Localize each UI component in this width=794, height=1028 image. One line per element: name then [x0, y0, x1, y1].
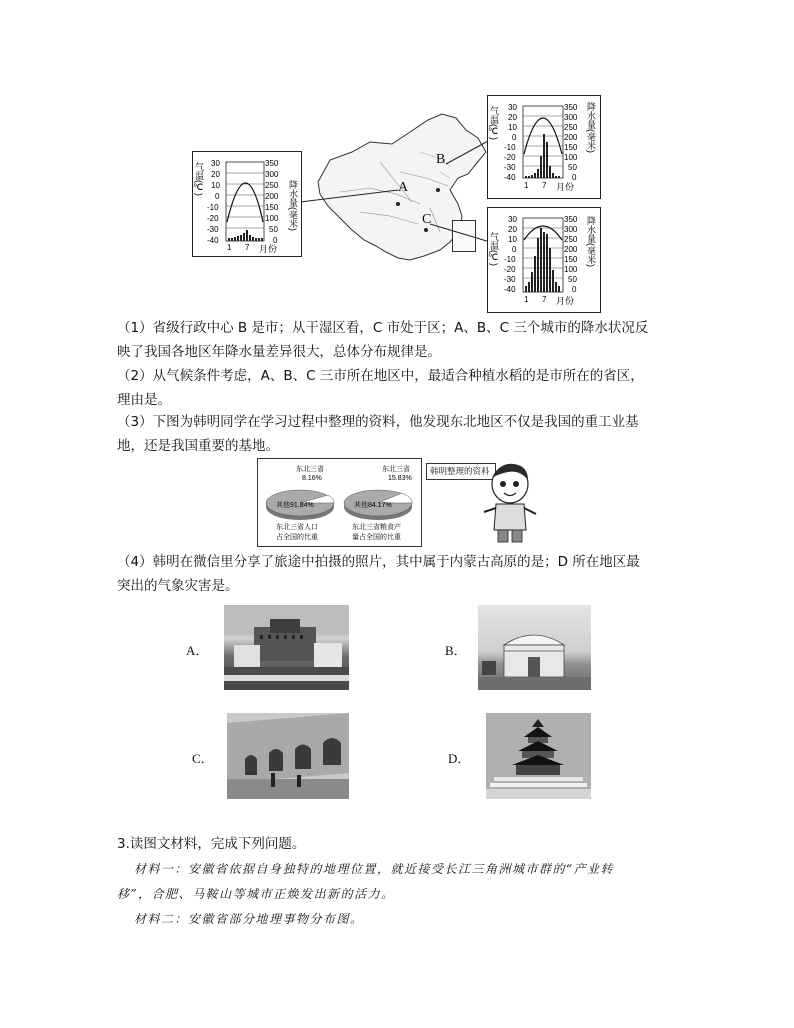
option-a-label: A．: [186, 643, 209, 658]
svg-text:0: 0: [512, 245, 517, 254]
pie1-other-label: 其他91.84%: [276, 502, 314, 509]
pie2-other-label: 其他84.17%: [354, 502, 392, 509]
svg-text:20: 20: [508, 225, 517, 234]
pie2-top-value: 15.83%: [388, 475, 412, 482]
question-3-line-2: 地，还是我国重要的基地。: [117, 438, 279, 454]
svg-text:月份: 月份: [556, 182, 575, 192]
svg-text:1: 1: [227, 243, 232, 252]
temp-ticks: [207, 159, 220, 245]
svg-text:200: 200: [265, 192, 279, 201]
svg-text:50: 50: [568, 163, 577, 172]
svg-text:-10: -10: [504, 143, 516, 152]
question-3-line-1: （3）下图为韩明同学在学习过程中整理的资料，他发现东北地区不仅是我国的重工业基: [117, 414, 639, 430]
svg-text:350: 350: [564, 215, 578, 224]
svg-text:300: 300: [564, 113, 578, 122]
precip-ticks: [265, 159, 279, 245]
question-1-line-1: （1）省级行政中心 B 是市；从干湿区看，C 市处于区；A、B、C 三个城市的降水状况反: [117, 320, 649, 336]
section-3-heading: 3.读图文材料，完成下列问题。: [117, 836, 306, 852]
climate-chart-c: [487, 207, 601, 313]
svg-text:-20: -20: [207, 214, 219, 223]
temp-axis-label: 气温(℃): [194, 162, 204, 196]
svg-text:250: 250: [265, 181, 279, 190]
svg-text:0: 0: [572, 285, 577, 294]
question-2-line-1: （2）从气候条件考虑，A、B、C 三市所在地区中，最适合种植水稻的是市所在的省区，: [117, 368, 644, 384]
svg-text:20: 20: [508, 113, 517, 122]
climate-chart-a: [192, 151, 302, 257]
svg-text:100: 100: [564, 153, 578, 162]
pie1-caption-2: 占全国的比重: [276, 534, 318, 541]
svg-text:-30: -30: [504, 163, 516, 172]
svg-text:-40: -40: [504, 173, 516, 182]
svg-text:10: 10: [508, 123, 517, 132]
question-4-line-2: 突出的气象灾害是。: [117, 578, 239, 594]
svg-text:-40: -40: [504, 285, 516, 294]
svg-text:0: 0: [512, 133, 517, 142]
svg-text:150: 150: [265, 203, 279, 212]
pie2-top-label: 东北三省: [382, 466, 410, 473]
svg-text:-10: -10: [207, 203, 219, 212]
boy-cartoon: [480, 460, 540, 546]
svg-text:7: 7: [542, 295, 547, 304]
svg-text:降水量(毫米): 降水量(毫米): [586, 216, 596, 267]
option-b-label: B．: [445, 643, 467, 658]
option-d-label: D．: [448, 751, 471, 766]
svg-text:0: 0: [215, 192, 220, 201]
speech-text: 韩明整理的资料: [430, 467, 490, 477]
map-label-c: C: [422, 212, 432, 227]
svg-text:150: 150: [564, 255, 578, 264]
svg-text:10: 10: [211, 181, 220, 190]
svg-text:250: 250: [564, 123, 578, 132]
svg-text:降水量(毫米): 降水量(毫米): [586, 102, 596, 153]
svg-text:1: 1: [524, 181, 529, 190]
svg-text:30: 30: [508, 215, 517, 224]
svg-text:-30: -30: [504, 275, 516, 284]
svg-text:350: 350: [564, 103, 578, 112]
map-label-b: B: [436, 152, 446, 167]
svg-text:100: 100: [265, 214, 279, 223]
pie-figure: [257, 458, 422, 547]
svg-text:0: 0: [572, 173, 577, 182]
question-1-line-2: 映了我国各地区年降水量差异很大，总体分布规律是。: [117, 344, 441, 360]
material-2: 材料二：安徽省部分地理事物分布图。: [134, 912, 364, 926]
pie1-top-label: 东北三省: [296, 466, 324, 473]
photo-c-cave-dwellings[interactable]: [227, 713, 349, 799]
svg-text:气温(℃): 气温(℃): [489, 232, 499, 266]
svg-text:7: 7: [542, 181, 547, 190]
climate-chart-b: [487, 95, 601, 199]
svg-text:0: 0: [273, 236, 278, 245]
pie1-top-value: 8.16%: [302, 475, 322, 482]
svg-text:50: 50: [269, 225, 278, 234]
precip-axis-label: 降水量(毫米): [288, 180, 298, 231]
svg-text:300: 300: [265, 170, 279, 179]
svg-text:20: 20: [211, 170, 220, 179]
option-c-label: C．: [192, 751, 214, 766]
svg-text:350: 350: [265, 159, 279, 168]
svg-text:-40: -40: [207, 236, 219, 245]
material-1-line-1: 材料一：安徽省依据自身独特的地理位置，就近接受长江三角洲城市群的“产业转: [134, 862, 615, 876]
svg-text:250: 250: [564, 235, 578, 244]
svg-text:200: 200: [564, 245, 578, 254]
svg-text:50: 50: [568, 275, 577, 284]
question-2-line-2: 理由是。: [117, 392, 171, 408]
svg-text:30: 30: [508, 103, 517, 112]
pie2-caption-2: 量占全国的比重: [352, 534, 401, 541]
map-label-a: A: [398, 180, 409, 195]
svg-text:-20: -20: [504, 265, 516, 274]
svg-text:气温(℃): 气温(℃): [489, 106, 499, 140]
svg-text:月份: 月份: [556, 296, 575, 306]
svg-text:10: 10: [508, 235, 517, 244]
svg-text:-20: -20: [504, 153, 516, 162]
pie1-caption-1: 东北三省人口: [276, 524, 318, 531]
question-4-line-1: （4）韩明在微信里分享了旅途中拍摄的照片，其中属于内蒙古高原的是；D 所在地区最: [117, 554, 640, 570]
svg-text:1: 1: [524, 295, 529, 304]
svg-text:150: 150: [564, 143, 578, 152]
svg-text:-30: -30: [207, 225, 219, 234]
svg-text:-10: -10: [504, 255, 516, 264]
svg-text:月份: 月份: [259, 244, 278, 254]
photo-d-temple-of-heaven[interactable]: [486, 713, 591, 799]
svg-text:30: 30: [211, 159, 220, 168]
svg-text:200: 200: [564, 133, 578, 142]
svg-text:100: 100: [564, 265, 578, 274]
photo-b-yurt[interactable]: [478, 605, 591, 690]
material-1-line-2: 移”，合肥、马鞍山等城市正焕发出新的活力。: [117, 887, 395, 901]
pie2-caption-1: 东北三省粮食产: [352, 524, 401, 531]
photo-a-potala-palace[interactable]: [224, 605, 349, 690]
svg-text:7: 7: [245, 243, 250, 252]
svg-text:300: 300: [564, 225, 578, 234]
